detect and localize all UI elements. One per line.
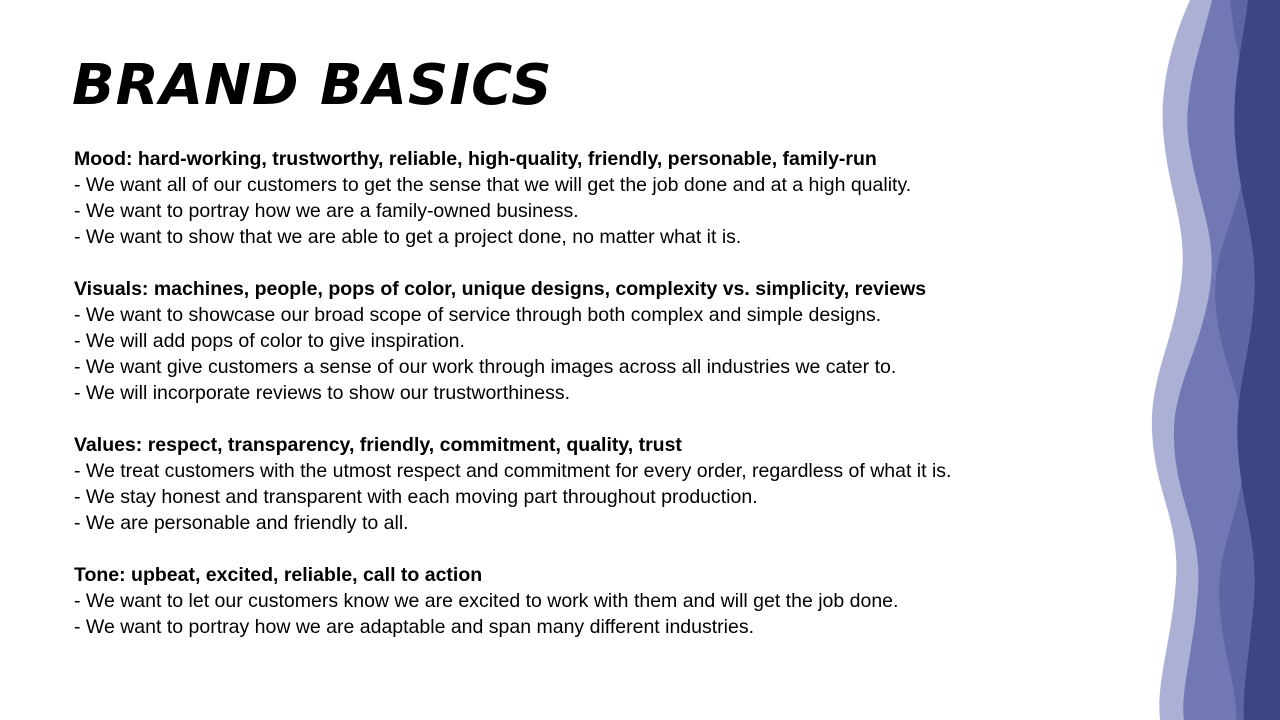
slide-title: BRAND BASICS (72, 53, 553, 118)
section-heading: Values: respect, transparency, friendly, commitment, quality, trust (74, 434, 682, 456)
bullet-item: - We are personable and friendly to all. (74, 512, 409, 534)
wave-decoration (1150, 0, 1280, 720)
bullet-item: - We want give customers a sense of our work through images across all industries we cater to. (74, 356, 897, 378)
bullet-item: - We will add pops of color to give inspiration. (74, 330, 465, 352)
section-mood (74, 146, 1134, 250)
bullet-item: - We want to showcase our broad scope of service through both complex and simple designs. (74, 304, 882, 326)
slide-content (74, 146, 1134, 666)
bullet-item: - We want all of our customers to get the sense that we will get the job done and at a high quality. (74, 174, 912, 196)
bullet-item: - We want to portray how we are a family-owned business. (74, 200, 579, 222)
bullet-item: - We want to let our customers know we are excited to work with them and will get the job done. (74, 590, 899, 612)
section-heading: Visuals: machines, people, pops of color, unique designs, complexity vs. simplicity, reviews (74, 278, 927, 300)
bullet-item: - We will incorporate reviews to show our trustworthiness. (74, 382, 570, 404)
section-values (74, 432, 1134, 536)
section-heading: Mood: hard-working, trustworthy, reliable, high-quality, friendly, personable, family-run (74, 148, 877, 170)
section-heading: Tone: upbeat, excited, reliable, call to action (74, 564, 483, 586)
bullet-item: - We treat customers with the utmost respect and commitment for every order, regardless of what it is. (74, 460, 952, 482)
bullet-item: - We want to show that we are able to get a project done, no matter what it is. (74, 226, 742, 248)
section-visuals (74, 276, 1134, 406)
bullet-item: - We want to portray how we are adaptable and span many different industries. (74, 616, 754, 638)
section-tone (74, 562, 1134, 640)
bullet-item: - We stay honest and transparent with each moving part throughout production. (74, 486, 758, 508)
